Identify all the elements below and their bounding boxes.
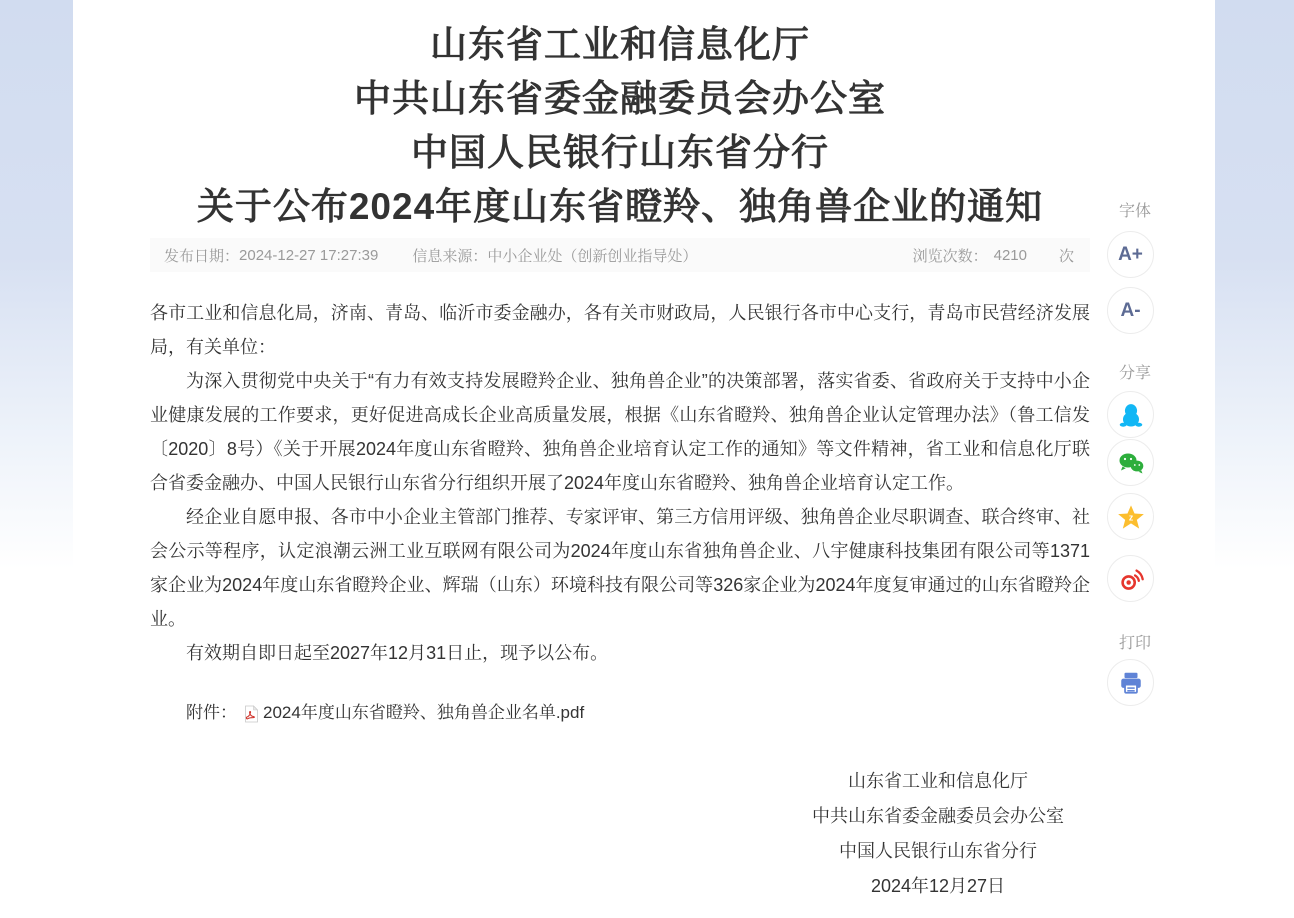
publish-date-label: 发布日期： (164, 247, 240, 265)
meta-left (164, 245, 697, 266)
share-weibo-button[interactable] (1107, 555, 1154, 602)
font-decrease-button[interactable] (1107, 287, 1154, 334)
wechat-icon (1117, 451, 1145, 475)
title-line-2: 中共山东省委金融委员会办公室 (354, 78, 886, 119)
views-unit: 次 (1058, 247, 1074, 265)
attachment-label: 附件： (186, 703, 237, 722)
share-wechat-button[interactable] (1107, 439, 1154, 486)
weibo-icon (1117, 565, 1145, 593)
document-content (150, 0, 1090, 904)
title-line-1: 山东省工业和信息化厅 (430, 24, 810, 65)
document-card (73, 0, 1215, 918)
publish-date-value: 2024-12-27 17:27:39 (239, 246, 379, 264)
source-label: 信息来源： (412, 247, 488, 265)
title-line-3: 中国人民银行山东省分行 (411, 132, 829, 173)
qq-icon (1118, 402, 1144, 428)
share-label: 分享 (1119, 365, 1152, 382)
meta-bar (150, 238, 1090, 272)
signature-line-1: 山东省工业和信息化厅 (848, 771, 1028, 791)
attachment-link[interactable]: 2024年度山东省瞪羚、独角兽企业名单.pdf (263, 703, 585, 722)
svg-text:z: z (1128, 512, 1133, 523)
paragraph-background: 为深入贯彻党中央关于“有力有效支持发展瞪羚企业、独角兽企业”的决策部署，落实省委、省政府关于支持中小企业健康发展的工作要求，更好促进高成长企业高质量发展，根据《山东省瞪羚、独角兽企业认定管理办法》（鲁工信发〔2020〕8号）《关于开展2024年度山东省瞪羚、独角兽企业培育认定工作的通知》等文件精神，省工业和信息化厅联合省委金融办、中国人民银行山东省分行组织开展了2024年度山东省瞪羚、独角兽企业培育认定工作。 (150, 371, 1090, 493)
print-label: 打印 (1119, 635, 1152, 652)
attachment-row (150, 696, 1090, 730)
signature-date: 2024年12月27日 (870, 876, 1006, 896)
paragraph-salutation: 各市工业和信息化局，济南、青岛、临沂市委金融办，各有关市财政局，人民银行各市中心支行，青岛市民营经济发展局，有关单位： (150, 303, 1090, 357)
meta-right (913, 245, 1074, 266)
signature-block (812, 764, 1064, 904)
print-button[interactable] (1107, 659, 1154, 706)
font-decrease-text: A- (1120, 299, 1141, 321)
font-size-label: 字体 (1119, 203, 1152, 220)
paragraph-validity: 有效期自即日起至2027年12月31日止，现予以公布。 (186, 643, 609, 663)
title-line-4: 关于公布2024年度山东省瞪羚、独角兽企业的通知 (196, 186, 1044, 227)
source-value: 中小企业处（创新创业指导处） (487, 247, 698, 265)
document-body (150, 296, 1090, 670)
paragraph-recognition: 经企业自愿申报、各市中小企业主管部门推荐、专家评审、第三方信用评级、独角兽企业尽职调查、联合终审、社会公示等程序，认定浪潮云洲工业互联网有限公司为2024年度山东省独角兽企业、八宇健康科技集团有限公司等1371家企业为2024年度山东省瞪羚企业、辉瑞（山东）环境科技有限公司等326家企业为2024年度复审通过的山东省瞪羚企业。 (150, 507, 1090, 629)
font-increase-text: A+ (1118, 243, 1143, 265)
views-count: 4210 (993, 246, 1027, 264)
printer-icon (1118, 670, 1144, 696)
views-label: 浏览次数： (912, 247, 988, 265)
signature-line-2: 中共山东省委金融委员会办公室 (812, 806, 1064, 826)
signature-line-3: 中国人民银行山东省分行 (839, 841, 1037, 861)
share-qzone-button[interactable] (1107, 493, 1154, 540)
qzone-icon (1117, 503, 1145, 531)
font-increase-button[interactable] (1107, 231, 1154, 278)
page-title (150, 0, 1090, 234)
pdf-icon (243, 701, 259, 719)
share-qq-button[interactable] (1107, 391, 1154, 438)
side-toolbar (1105, 0, 1165, 918)
